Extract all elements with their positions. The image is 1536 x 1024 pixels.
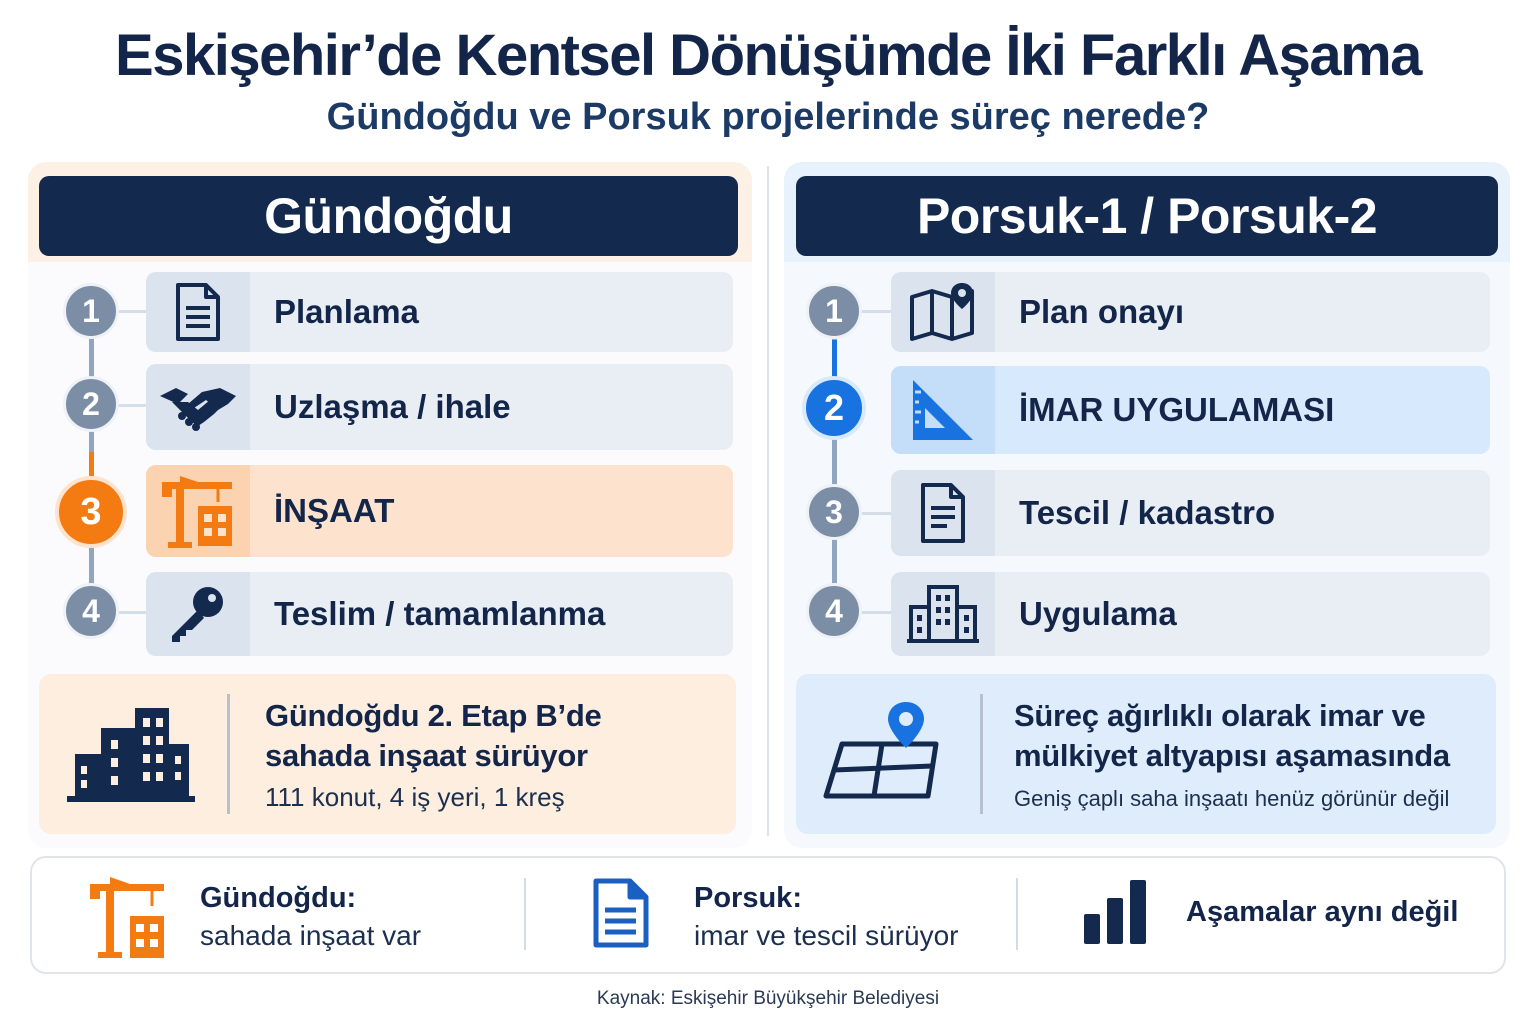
summary-heading-line1: Süreç ağırlıklı olarak imar ve bbox=[1014, 698, 1426, 733]
step-connector bbox=[860, 611, 892, 614]
step-connector bbox=[860, 512, 892, 515]
step-number-4: 4 bbox=[806, 583, 862, 639]
step-label: Tescil / kadastro bbox=[1019, 494, 1276, 531]
step-label: Planlama bbox=[274, 293, 419, 330]
step-label: Plan onayı bbox=[1019, 293, 1185, 330]
page-title: Eskişehir’de Kentsel Dönüşümde İki Farklı Aşama bbox=[115, 23, 1421, 88]
parcel-map-icon bbox=[822, 700, 948, 804]
document-icon bbox=[917, 482, 969, 544]
building-icon bbox=[907, 583, 979, 645]
porsuk-step-4 bbox=[891, 572, 1490, 656]
step-label: Teslim / tamamlanma bbox=[274, 595, 606, 632]
porsuk-step-2 bbox=[891, 366, 1490, 454]
bottom-divider bbox=[1016, 878, 1018, 950]
step-label: İNŞAAT bbox=[274, 492, 395, 529]
summary-detail: 111 konut, 4 iş yeri, 1 kreş bbox=[265, 782, 565, 812]
step-number-1: 1 bbox=[63, 283, 119, 339]
source-note: Kaynak: Eskişehir Büyükşehir Belediyesi bbox=[596, 988, 940, 1009]
step-number-4: 4 bbox=[63, 583, 119, 639]
gundogdu-title: Gündoğdu bbox=[39, 176, 738, 256]
crane-icon bbox=[158, 474, 238, 548]
key-icon bbox=[166, 582, 230, 646]
bottom-divider bbox=[524, 878, 526, 950]
summary-heading-line2: sahada inşaat sürüyor bbox=[265, 738, 588, 773]
porsuk-step-3 bbox=[891, 470, 1490, 556]
step-label: Uygulama bbox=[1019, 595, 1177, 632]
step-label: Uzlaşma / ihale bbox=[274, 388, 511, 425]
bar-chart-icon bbox=[1082, 878, 1148, 946]
summary-divider bbox=[980, 694, 983, 814]
step-number-3: 3 bbox=[55, 476, 127, 548]
step-number-1: 1 bbox=[806, 283, 862, 339]
map-pin-icon bbox=[908, 281, 978, 343]
panel-divider bbox=[767, 166, 769, 836]
porsuk-summary bbox=[796, 674, 1496, 834]
porsuk-step-1 bbox=[891, 272, 1490, 352]
bottom-summary-head: Aşamalar aynı değil bbox=[1186, 896, 1459, 928]
step-number-2: 2 bbox=[63, 376, 119, 432]
step-connector bbox=[116, 310, 148, 313]
timeline-active-segment bbox=[832, 340, 837, 380]
step-number-2: 2 bbox=[802, 376, 866, 440]
bottom-gundogdu-text: sahada inşaat var bbox=[200, 920, 422, 951]
summary-divider bbox=[227, 694, 230, 814]
gundogdu-step-3 bbox=[146, 465, 733, 557]
step-label: İMAR UYGULAMASI bbox=[1019, 391, 1335, 428]
step-connector bbox=[860, 310, 892, 313]
summary-heading-line2: mülkiyet altyapısı aşamasında bbox=[1014, 738, 1450, 773]
page-subtitle: Gündoğdu ve Porsuk projelerinde süreç nerede? bbox=[326, 96, 1210, 138]
step-connector bbox=[116, 404, 148, 407]
document-icon bbox=[592, 878, 650, 948]
summary-detail: Geniş çaplı saha inşaatı henüz görünür değil bbox=[1014, 786, 1450, 811]
set-square-icon bbox=[909, 376, 977, 444]
gundogdu-step-4 bbox=[146, 572, 733, 656]
comparison-strip bbox=[30, 856, 1506, 974]
summary-heading-line1: Gündoğdu 2. Etap B’de bbox=[265, 698, 602, 733]
porsuk-title: Porsuk-1 / Porsuk-2 bbox=[796, 176, 1498, 256]
gundogdu-summary bbox=[39, 674, 736, 834]
buildings-icon bbox=[65, 704, 197, 804]
bottom-porsuk-text: imar ve tescil sürüyor bbox=[694, 920, 959, 951]
crane-icon bbox=[88, 876, 168, 958]
handshake-icon bbox=[158, 382, 238, 432]
bottom-porsuk-head: Porsuk: bbox=[694, 882, 802, 914]
gundogdu-step-2 bbox=[146, 364, 733, 450]
step-number-3: 3 bbox=[806, 484, 862, 540]
porsuk-panel bbox=[784, 162, 1510, 848]
gundogdu-step-1 bbox=[146, 272, 733, 352]
step-connector bbox=[116, 611, 148, 614]
bottom-gundogdu-head: Gündoğdu: bbox=[200, 882, 357, 914]
gundogdu-panel bbox=[28, 162, 752, 848]
document-icon bbox=[172, 282, 224, 342]
